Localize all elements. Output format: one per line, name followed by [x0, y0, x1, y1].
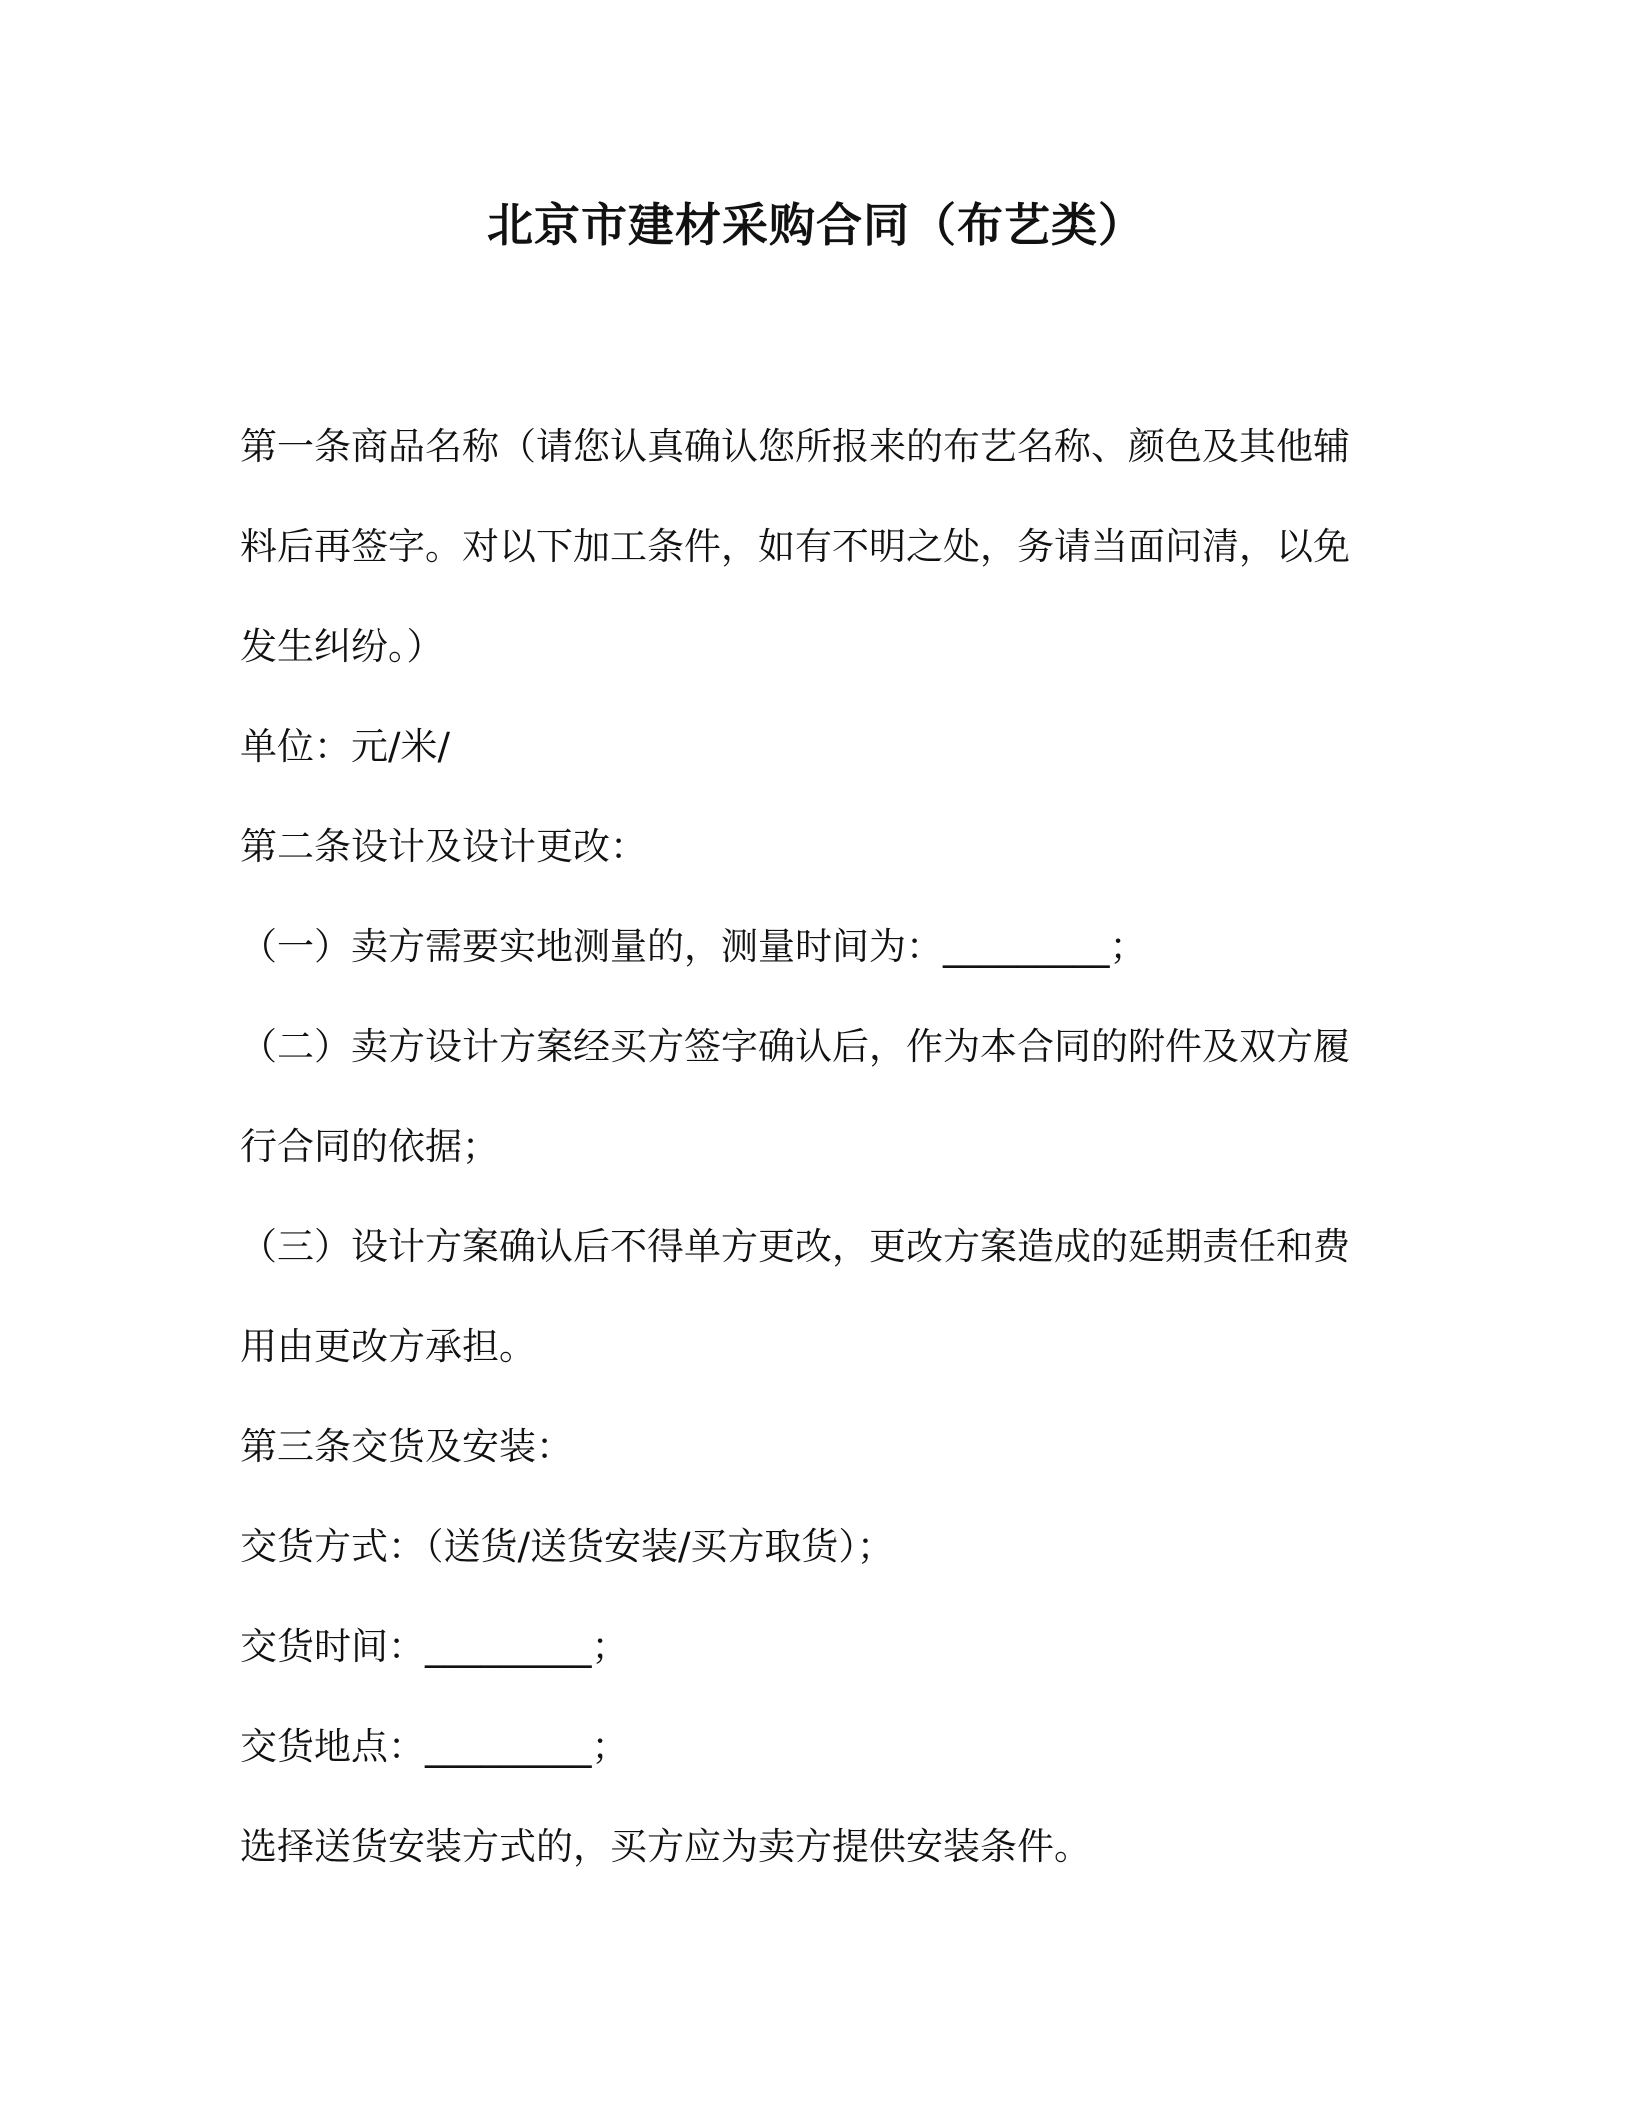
article-1-line-1: 第一条商品名称（请您认真确认您所报来的布艺名称、颜色及其他辅	[240, 425, 1350, 468]
article-2-item-1: （一）卖方需要实地测量的，测量时间为：_________；	[240, 925, 1147, 968]
document-body	[240, 416, 1370, 1916]
unit-line: 单位：元/米/	[240, 725, 450, 768]
article-2-heading: 第二条设计及设计更改：	[240, 825, 647, 868]
article-2-item-2-line-2: 行合同的依据；	[240, 1125, 499, 1168]
article-1-line-2: 料后再签字。对以下加工条件，如有不明之处，务请当面问清，以免	[240, 525, 1350, 568]
delivery-time-line: 交货时间：_________；	[240, 1625, 629, 1668]
article-3-heading: 第三条交货及安装：	[240, 1425, 573, 1468]
document-title: 北京市建材采购合同（布艺类）	[487, 198, 1145, 252]
article-1-line-3: 发生纠纷。）	[240, 625, 444, 668]
delivery-method-line: 交货方式：（送货/送货安装/买方取货）；	[240, 1525, 894, 1568]
article-2-item-3-line-1: （三）设计方案确认后不得单方更改，更改方案造成的延期责任和费	[240, 1225, 1350, 1268]
delivery-place-line: 交货地点：_________；	[240, 1725, 629, 1768]
installation-condition-line: 选择送货安装方式的，买方应为卖方提供安装条件。	[240, 1825, 1091, 1868]
article-2-item-2-line-1: （二）卖方设计方案经买方签字确认后，作为本合同的附件及双方履	[240, 1025, 1350, 1068]
article-2-item-3-line-2: 用由更改方承担。	[240, 1325, 536, 1368]
